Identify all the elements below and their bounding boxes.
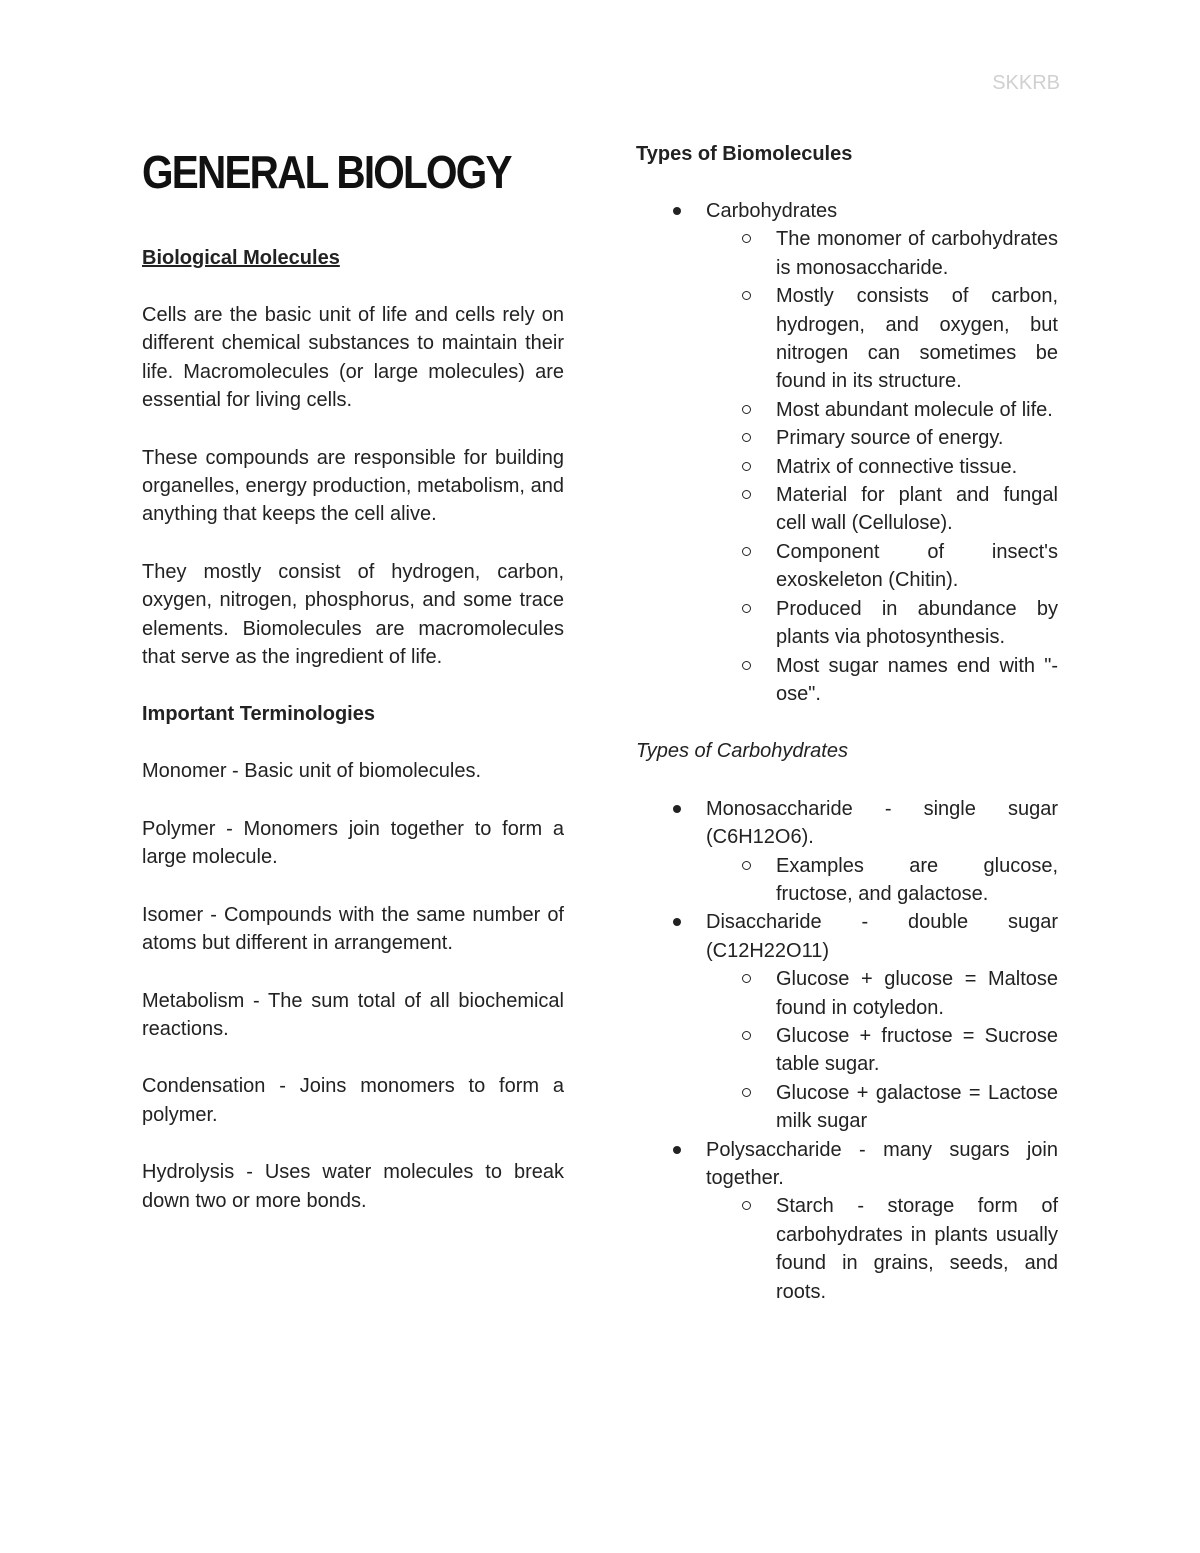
carbohydrate-types-list	[636, 795, 1058, 1306]
term-definition: Hydrolysis - Uses water molecules to break down two or more bonds.	[142, 1161, 564, 1212]
section-heading-biological-molecules: Biological Molecules	[142, 247, 340, 269]
term-definition: Monomer - Basic unit of biomolecules.	[142, 760, 482, 783]
biomolecule-list	[636, 197, 1058, 708]
right-column	[636, 140, 1058, 1306]
term-definition: Polymer - Monomers join together to form a large molecule.	[142, 817, 564, 869]
page-title: GENERAL BIOLOGY	[142, 146, 511, 198]
list-subitem: Produced in abundance by plants via photosynthesis.	[636, 595, 1058, 652]
subheading-types-of-carbohydrates: Types of Carbohydrates	[636, 740, 848, 763]
paragraph: They mostly consist of hydrogen, carbon, oxygen, nitrogen, phosphorus, and some trace elements. Biomolecules are macromolecules that serve as the ingredient of life.	[142, 560, 564, 669]
section-heading-types-of-biomolecules: Types of Biomolecules	[636, 143, 853, 165]
list-subitem: Material for plant and fungal cell wall (Cellulose).	[636, 481, 1058, 538]
term-definition: Isomer - Compounds with the same number of atoms but different in arrangement.	[142, 903, 564, 955]
watermark: SKKRB	[992, 72, 1060, 94]
term-definition: Metabolism - The sum total of all biochemical reactions.	[142, 989, 564, 1040]
list-subitem: Glucose + glucose = Maltose found in cotyledon.	[636, 965, 1058, 1022]
left-column	[142, 142, 564, 1215]
term-definition: Condensation - Joins monomers to form a polymer.	[142, 1075, 564, 1126]
list-subitem: Matrix of connective tissue.	[636, 453, 1058, 481]
list-subitem: The monomer of carbohydrates is monosaccharide.	[636, 225, 1058, 282]
list-subitem: Most abundant molecule of life.	[636, 396, 1058, 424]
list-item-polysaccharide: Polysaccharide - many sugars join together.	[636, 1136, 1058, 1193]
list-subitem: Component of insect's exoskeleton (Chitin).	[636, 538, 1058, 595]
paragraph: These compounds are responsible for building organelles, energy production, metabolism, and anything that keeps the cell alive.	[142, 446, 564, 526]
list-subitem: Examples are glucose, fructose, and galactose.	[636, 852, 1058, 909]
list-subitem: Glucose + fructose = Sucrose table sugar.	[636, 1022, 1058, 1079]
list-item-carbohydrates: Carbohydrates	[636, 197, 1058, 225]
paragraph: Cells are the basic unit of life and cells rely on different chemical substances to maintain their life. Macromolecules (or large molecules) are essential for living cells.	[142, 304, 564, 412]
section-heading-terminologies: Important Terminologies	[142, 703, 375, 726]
list-item-disaccharide: Disaccharide - double sugar (C12H22O11)	[636, 908, 1058, 965]
list-subitem: Glucose + galactose = Lactose milk sugar	[636, 1079, 1058, 1136]
list-subitem: Most sugar names end with "-ose".	[636, 652, 1058, 709]
list-subitem: Primary source of energy.	[636, 424, 1058, 452]
list-subitem: Mostly consists of carbon, hydrogen, and oxygen, but nitrogen can sometimes be found in its structure.	[636, 282, 1058, 396]
list-item-monosaccharide: Monosaccharide - single sugar (C6H12O6).	[636, 795, 1058, 852]
list-subitem: Starch - storage form of carbohydrates in plants usually found in grains, seeds, and roots.	[636, 1192, 1058, 1306]
